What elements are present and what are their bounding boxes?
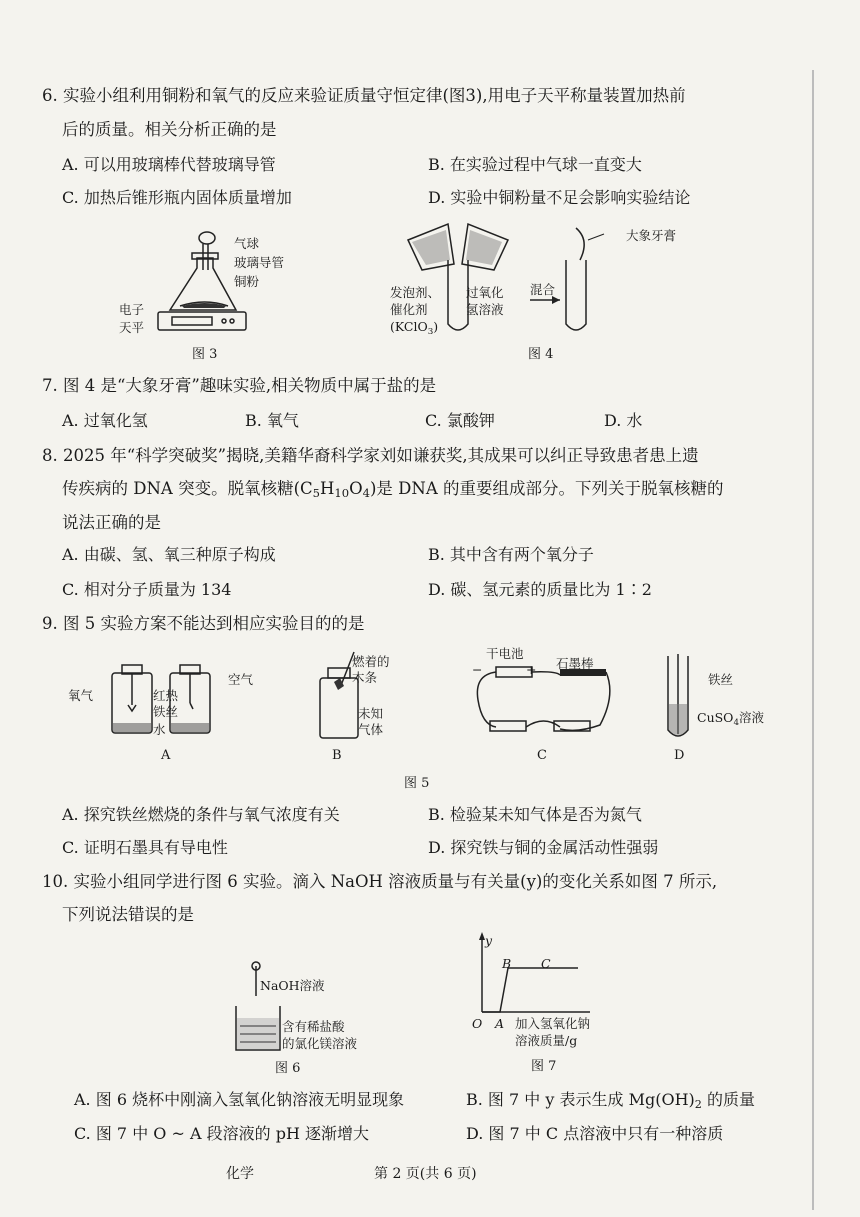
fig5-label-oxygen: 氧气 bbox=[68, 688, 94, 703]
q8-option-a: A. 由碳、氢、氧三种原子构成 bbox=[62, 545, 276, 564]
q9-stem: 9. 图 5 实验方案不能达到相应实验目的的是 bbox=[42, 614, 365, 633]
q9-option-a: A. 探究铁丝燃烧的条件与氧气浓度有关 bbox=[62, 805, 340, 824]
q7-option-d: D. 水 bbox=[604, 411, 643, 430]
q8-option-c: C. 相对分子质量为 134 bbox=[62, 580, 232, 599]
fig3-label-balloon: 气球 bbox=[234, 236, 260, 251]
fig6-label-naoh: NaOH溶液 bbox=[260, 978, 325, 993]
fig7-xlabel-line1: 加入氢氧化钠 bbox=[515, 1016, 591, 1031]
q10-option-c: C. 图 7 中 O ~ A 段溶液的 pH 逐渐增大 bbox=[74, 1124, 369, 1143]
fig7-xlabel-line2: 溶液质量/g bbox=[515, 1033, 578, 1048]
q10-option-d: D. 图 7 中 C 点溶液中只有一种溶质 bbox=[466, 1124, 724, 1143]
q8-stem-line1: 8. 2025 年“科学突破奖”揭晓,美籍华裔科学家刘如谦获奖,其成果可以纠正导致患者患上遗 bbox=[42, 446, 699, 465]
fig3-label-copper-powder: 铜粉 bbox=[234, 274, 260, 289]
fig7-caption: 图 7 bbox=[531, 1059, 557, 1074]
fig4-label-left-line3: (KClO$_3$) bbox=[390, 319, 439, 337]
q10-stem-line1: 10. 实验小组同学进行图 6 实验。滴入 NaOH 溶液质量与有关量(y)的变化关系如图 7 所示, bbox=[42, 872, 718, 891]
fig6-label-solution-line2: 的氯化镁溶液 bbox=[282, 1036, 358, 1051]
fig5-sub-c: C bbox=[537, 748, 547, 763]
q7-option-a: A. 过氧化氢 bbox=[62, 411, 148, 430]
fig4-label-right-line2: 氢溶液 bbox=[466, 302, 504, 317]
q10-stem-line2: 下列说法错误的是 bbox=[62, 905, 194, 924]
fig4-label-mix: 混合 bbox=[530, 282, 556, 297]
q7-option-b: B. 氧气 bbox=[245, 411, 299, 430]
fig4-label-left-line2: 催化剂 bbox=[390, 302, 428, 317]
fig5-label-graphite: 石墨棒 bbox=[556, 656, 594, 671]
fig5-label-plus: + bbox=[526, 662, 537, 677]
q6-option-a: A. 可以用玻璃棒代替玻璃导管 bbox=[62, 155, 276, 174]
fig7-y-label: y bbox=[485, 933, 493, 948]
fig3-caption: 图 3 bbox=[192, 347, 218, 362]
fig6-label-solution-line1: 含有稀盐酸 bbox=[282, 1019, 345, 1034]
fig5-label-air: 空气 bbox=[228, 672, 254, 687]
q7-option-c: C. 氯酸钾 bbox=[425, 411, 495, 430]
fig3-label-glass-tube: 玻璃导管 bbox=[234, 255, 285, 270]
q8-stem-line2: 传疾病的 DNA 突变。脱氧核糖$(C_5H_{10}O_4)$是 DNA 的重要组成部分。下列关于脱氧核糖的 bbox=[62, 479, 724, 500]
q8-option-b: B. 其中含有两个氧分子 bbox=[428, 545, 594, 564]
fig4-caption: 图 4 bbox=[528, 347, 554, 362]
q6-option-d: D. 实验中铜粉量不足会影响实验结论 bbox=[428, 188, 691, 207]
fig4-label-left-line1: 发泡剂、 bbox=[390, 285, 441, 300]
page-fold-line bbox=[812, 70, 814, 1210]
fig5-label-unknown-line2: 气体 bbox=[358, 722, 384, 737]
footer-page-number: 第 2 页(共 6 页) bbox=[374, 1166, 477, 1182]
fig7-curve bbox=[482, 968, 578, 1012]
q7-stem: 7. 图 4 是“大象牙膏”趣味实验,相关物质中属于盐的是 bbox=[42, 376, 437, 395]
fig5-sub-d: D bbox=[674, 748, 685, 763]
q10-option-a: A. 图 6 烧杯中刚滴入氢氧化钠溶液无明显现象 bbox=[74, 1090, 405, 1109]
fig5-label-iron-wire: 铁丝 bbox=[708, 672, 734, 687]
q9-option-c: C. 证明石墨具有导电性 bbox=[62, 838, 228, 857]
q6-stem-line2: 后的质量。相关分析正确的是 bbox=[62, 120, 277, 139]
fig5-label-hot-line2: 铁丝 bbox=[153, 704, 179, 719]
fig5-label-cuso4: CuSO$_4$溶液 bbox=[697, 710, 765, 728]
q10-option-b: B. 图 7 中 y 表示生成 $Mg(OH)_2$ 的质量 bbox=[466, 1090, 755, 1111]
fig4-label-right-line1: 过氧化 bbox=[466, 285, 504, 300]
footer-subject: 化学 bbox=[226, 1166, 254, 1182]
fig5-label-minus: − bbox=[472, 662, 483, 677]
fig5-label-battery: 干电池 bbox=[486, 646, 524, 661]
q8-stem-line3: 说法正确的是 bbox=[62, 513, 161, 532]
q8-option-d: D. 碳、氢元素的质量比为 1∶2 bbox=[428, 580, 652, 599]
fig5-sub-b: B bbox=[332, 748, 342, 763]
fig6-apparatus-drawing bbox=[230, 958, 290, 1054]
fig7-point-a: A bbox=[495, 1016, 505, 1031]
fig5-label-stick-line2: 木条 bbox=[352, 670, 378, 685]
fig5d-test-tube-drawing bbox=[664, 652, 692, 742]
q6-option-c: C. 加热后锥形瓶内固体质量增加 bbox=[62, 188, 292, 207]
fig3-label-balance-line1: 电子 bbox=[119, 302, 145, 317]
fig6-caption: 图 6 bbox=[275, 1061, 301, 1076]
fig7-origin-o: O bbox=[472, 1016, 483, 1031]
q6-option-b: B. 在实验过程中气球一直变大 bbox=[428, 155, 642, 174]
fig5-label-stick-line1: 燃着的 bbox=[352, 654, 390, 669]
fig7-point-c: C bbox=[541, 956, 551, 971]
fig3-label-balance-line2: 天平 bbox=[119, 320, 145, 335]
fig5-sub-a: A bbox=[161, 748, 171, 763]
q9-option-d: D. 探究铁与铜的金属活动性强弱 bbox=[428, 838, 659, 857]
fig7-point-b: B bbox=[502, 956, 512, 971]
fig5-caption: 图 5 bbox=[404, 776, 430, 791]
q9-option-b: B. 检验某未知气体是否为氮气 bbox=[428, 805, 642, 824]
fig4-label-elephant-toothpaste: 大象牙膏 bbox=[626, 228, 677, 243]
q6-stem-line1: 6. 实验小组利用铜粉和氧气的反应来验证质量守恒定律(图3),用电子天平称量装置加热前 bbox=[42, 86, 686, 105]
fig5-label-water: 水 bbox=[153, 722, 166, 737]
fig5-label-hot-line1: 红热 bbox=[153, 688, 179, 703]
fig5-label-unknown-line1: 未知 bbox=[358, 706, 384, 721]
